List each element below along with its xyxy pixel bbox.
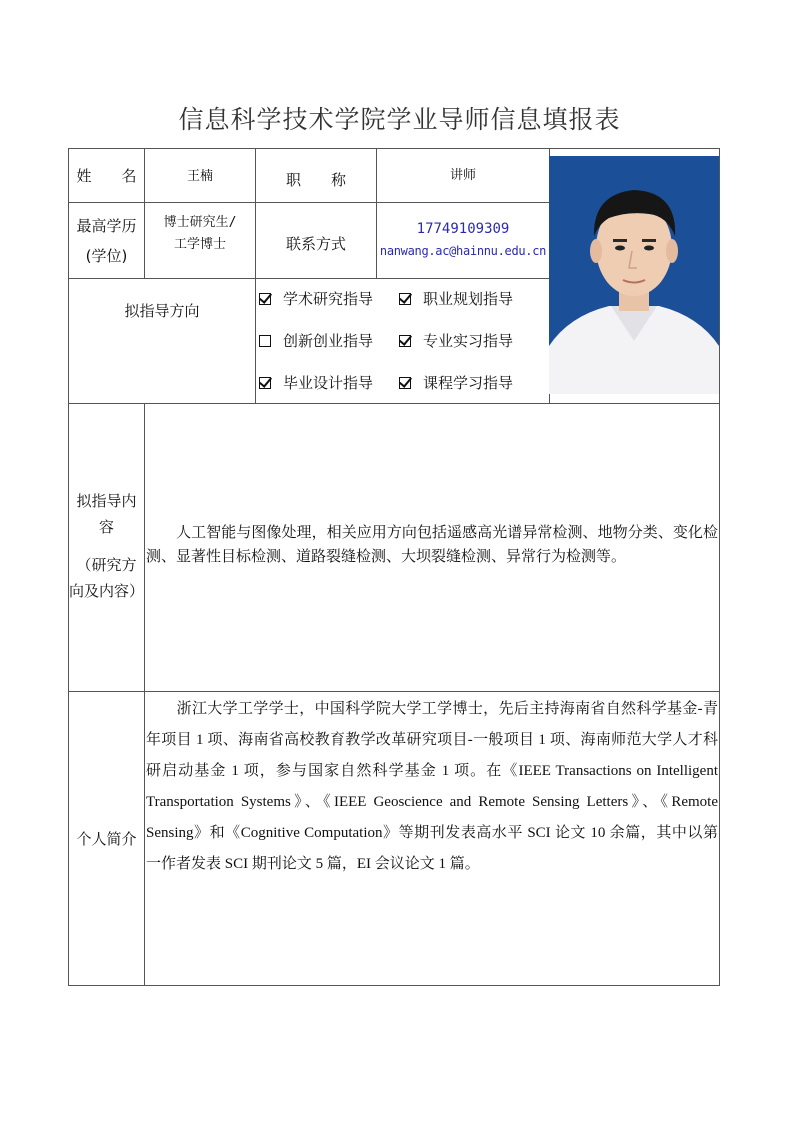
checkbox-empty-icon[interactable] <box>259 335 271 347</box>
guidance-content-text: 人工智能与图像处理，相关应用方向包括遥感高光谱异常检测、地物分类、变化检测、显著性目标检测、道路裂缝检测、大坝裂缝检测、异常行为检测等。 <box>146 525 718 565</box>
degree-label-line2: (学位) <box>85 246 128 265</box>
guidance-content-label-line1: 拟指导内 <box>76 492 137 510</box>
option-course-study[interactable] <box>399 372 513 393</box>
option-innovation[interactable] <box>259 330 373 351</box>
option-graduation-design[interactable] <box>259 372 373 393</box>
portrait-photo <box>549 156 719 394</box>
checkbox-checked-icon[interactable] <box>399 377 411 389</box>
page-title: 信息科学技术学院学业导师信息填报表 <box>178 105 621 134</box>
rank-label: 职 称 <box>285 170 346 189</box>
name-value: 王楠 <box>186 168 213 184</box>
degree-value-line1: 博士研究生/ <box>163 215 237 230</box>
checkbox-checked-icon[interactable] <box>259 293 271 305</box>
name-label: 姓 名 <box>76 167 137 185</box>
checkbox-checked-icon[interactable] <box>259 377 271 389</box>
contact-label: 联系方式 <box>285 234 346 253</box>
guidance-content-label-line3: （研究方 <box>76 556 137 574</box>
option-academic-research[interactable] <box>259 288 373 309</box>
contact-email: nanwang.ac@hainnu.edu.cn <box>379 244 547 258</box>
guidance-content-label-line4: 向及内容） <box>69 582 145 600</box>
option-label: 课程学习指导 <box>423 374 514 392</box>
option-label: 毕业设计指导 <box>283 374 374 392</box>
degree-label-line1: 最高学历 <box>76 216 137 235</box>
option-label: 学术研究指导 <box>283 290 374 308</box>
checkbox-checked-icon[interactable] <box>399 293 411 305</box>
guidance-content-label <box>69 488 144 604</box>
guidance-direction-label: 拟指导方向 <box>124 301 200 320</box>
option-label: 创新创业指导 <box>283 332 374 350</box>
option-label: 专业实习指导 <box>423 332 514 350</box>
option-internship[interactable] <box>399 330 513 351</box>
contact-value <box>377 203 549 277</box>
info-form-table <box>68 148 720 986</box>
option-career-planning[interactable] <box>399 288 513 309</box>
degree-value <box>145 203 255 265</box>
checkbox-checked-icon[interactable] <box>399 335 411 347</box>
portrait-image <box>549 156 719 394</box>
contact-phone: 17749109309 <box>416 221 510 237</box>
profile-label: 个人简介 <box>76 829 137 848</box>
guidance-content-label-line2: 容 <box>98 518 114 536</box>
degree-value-line2: 工学博士 <box>173 237 226 252</box>
profile-text: 浙江大学工学学士，中国科学院大学工学博士，先后主持海南省自然科学基金-青年项目 1 项、海南省高校教育教学改革研究项目-一般项目 1 项、海南师范大学人才科研启动基金 1 项，参与国家自然科学基金 1 项。在《IEEE Transactions on Intelligent Transportation Systems》、《IEEE Geoscience and Remote Sensing Letters》、《Remote Sensing》和《Cognitive Computation》等期刊发表高水平 SCI 论文 10 余篇，其中以第一作者发表 SCI 期刊论文 5 篇，EI 会议论文 1 篇。 <box>146 701 718 872</box>
rank-value: 讲师 <box>449 167 476 183</box>
degree-label <box>69 203 144 278</box>
option-label: 职业规划指导 <box>423 290 514 308</box>
